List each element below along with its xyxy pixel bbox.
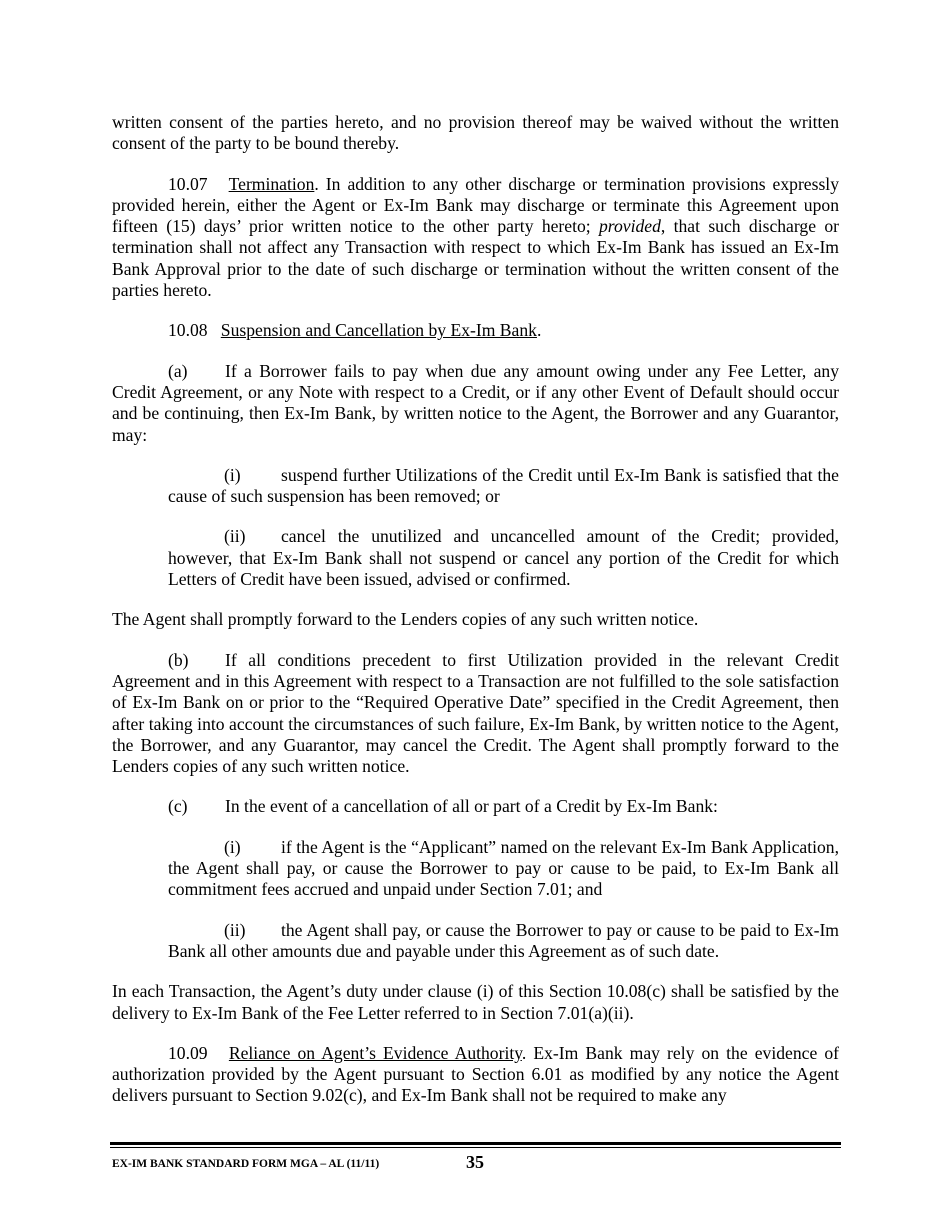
section-heading: Suspension and Cancellation by Ex-Im Bank <box>220 320 537 341</box>
clause-label: (b) <box>168 649 189 670</box>
section-text: , that such discharge or termination shall not affect any Transaction with respect to which Ex-Im Bank has issued an Ex-Im Bank Approval prior to the date of such discharge or termination without the written consent of the parties hereto. <box>112 216 839 301</box>
clause-label: (ii) <box>224 919 246 940</box>
section-10-07 <box>112 174 839 302</box>
clause-c-i <box>168 837 839 901</box>
section-italic-term: provided <box>599 216 661 237</box>
clause-label: (c) <box>168 796 188 817</box>
section-number: 10.09 <box>168 1042 208 1063</box>
clause-text: suspend further Utilizations of the Credit until Ex-Im Bank is satisfied that the cause of such suspension has been removed; or <box>168 464 839 507</box>
section-10-08-heading <box>112 320 839 341</box>
footer-rule-thick <box>110 1142 841 1145</box>
clause-label: (i) <box>224 464 241 485</box>
clause-text: In the event of a cancellation of all or part of a Credit by Ex-Im Bank: <box>225 796 718 817</box>
paragraph-continuation: written consent of the parties hereto, and no provision thereof may be waived without the written consent of the party to be bound thereby. <box>112 112 839 154</box>
section-text: . In addition to any other discharge or termination provisions expressly provided herein, either the Agent or Ex-Im Bank may discharge or terminate this Agreement upon fifteen (15) days’ prior written notice to the other party hereto; <box>112 173 839 237</box>
clause-a-i <box>168 465 839 508</box>
clause-a-after: The Agent shall promptly forward to the Lenders copies of any such written notice. <box>112 609 699 630</box>
section-10-09 <box>112 1043 839 1107</box>
clause-c <box>112 796 839 817</box>
clause-c-after: In each Transaction, the Agent’s duty under clause (i) of this Section 10.08(c) shall be satisfied by the delivery to Ex-Im Bank of the Fee Letter referred to in Section 7.01(a)(ii). <box>112 981 839 1023</box>
clause-text: If a Borrower fails to pay when due any amount owing under any Fee Letter, any Credit Agreement, or any Note with respect to a Credit, or if any other Event of Default should occur and be continuing, then Ex-Im Bank, by written notice to the Agent, the Borrower and any Guarantor, may: <box>112 360 839 445</box>
clause-text: the Agent shall pay, or cause the Borrower to pay or cause to be paid to Ex-Im Bank all other amounts due and payable under this Agreement as of such date. <box>168 919 839 961</box>
clause-a <box>112 361 839 446</box>
page-body <box>112 112 839 1107</box>
clause-label: (ii) <box>224 526 246 547</box>
clause-text: cancel the unutilized and uncancelled amount of the Credit; provided, however, that Ex-Im Bank shall not suspend or cancel any portion of the Credit for which Letters of Credit have been issued, advised or confirmed. <box>168 526 839 590</box>
clause-text: if the Agent is the “Applicant” named on the relevant Ex-Im Bank Application, the Agent shall pay, or cause the Borrower to pay or cause to be paid, to Ex-Im Bank all commitment fees accrued and unpaid under Section 7.01; and <box>168 836 839 900</box>
footer-form-label: EX-IM BANK STANDARD FORM MGA – AL (11/11) <box>112 1158 380 1170</box>
section-text: . Ex-Im Bank may rely on the evidence of authorization provided by the Agent pursuant to Section 6.01 as modified by any notice the Agent delivers pursuant to Section 9.02(c), and Ex-Im Bank shall not be required to make any <box>112 1042 839 1106</box>
heading-period: . <box>536 320 542 341</box>
clause-b <box>112 650 839 778</box>
clause-label: (i) <box>224 836 241 857</box>
section-heading: Reliance on Agent’s Evidence Authority <box>228 1042 522 1063</box>
page-number: 35 <box>466 1152 484 1172</box>
clause-c-ii <box>168 920 839 963</box>
clause-a-ii <box>168 526 839 590</box>
clause-text: If all conditions precedent to first Utilization provided in the relevant Credit Agreement and in this Agreement with respect to a Transaction are not fulfilled to the sole satisfaction of Ex-Im Bank on or prior to the “Required Operative Date” specified in the Credit Agreement, then after taking into account the circumstances of such failure, Ex-Im Bank, by written notice to the Agent, the Borrower, and any Guarantor, may cancel the Credit. The Agent shall promptly forward to the Lenders copies of any such written notice. <box>112 649 839 777</box>
footer-rule-thin <box>110 1147 841 1148</box>
section-number: 10.07 <box>168 173 208 194</box>
clause-label: (a) <box>168 360 188 381</box>
section-number: 10.08 <box>168 320 208 341</box>
section-heading: Termination <box>228 173 315 194</box>
